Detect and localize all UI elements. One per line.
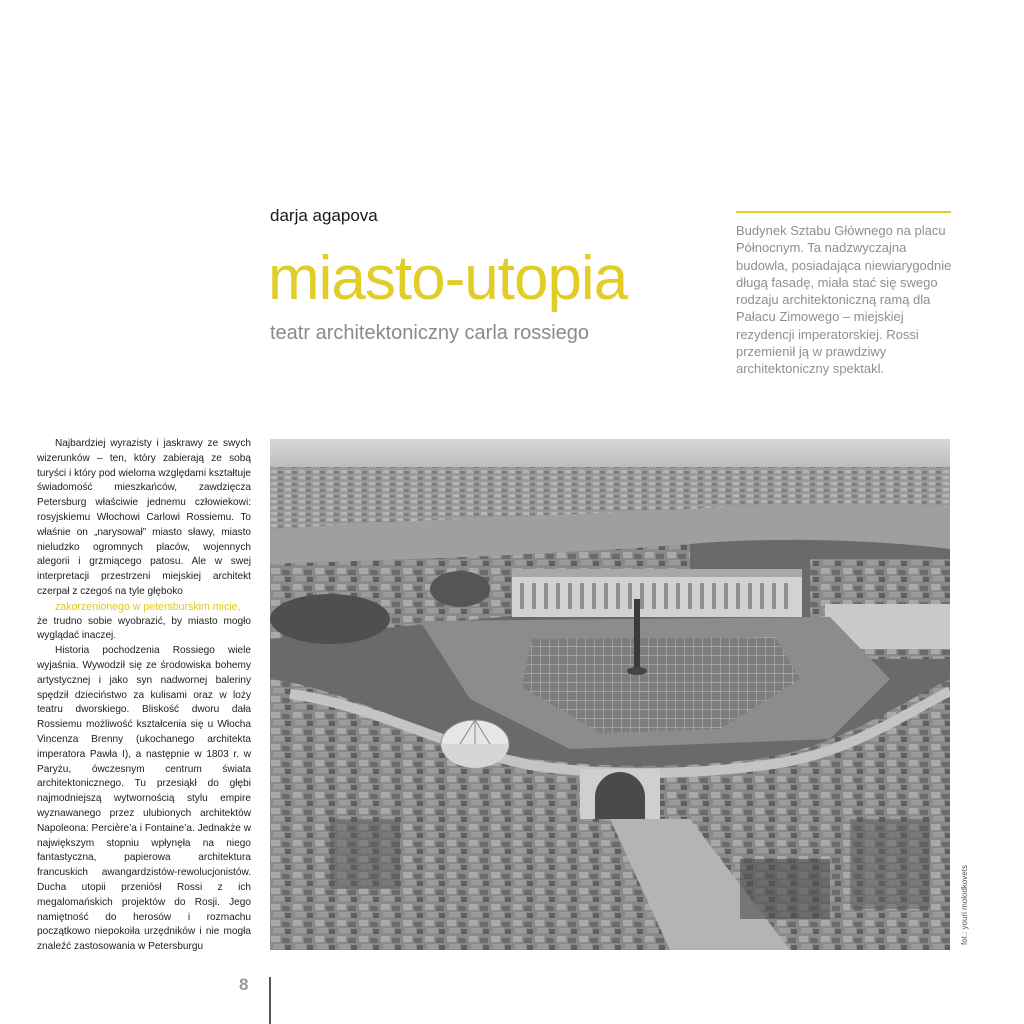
article-title: miasto-utopia [268,244,628,313]
page-rule [269,977,271,1024]
aerial-photo-illustration [270,439,950,950]
caption-rule [736,211,951,213]
body-column [37,437,251,955]
photo-caption: Budynek Sztabu Głównego na placu Północnym. Ta nadzwyczajna budowla, posiadająca niewiarygodnie długą fasadę, miała stać się swego rodzaju architektoniczną ramą dla Pałacu Zimowego – miejskiej rezydencji imperatorskiej. Rossi przemienił ją w prawdziwy architektoniczny spektakl. [736,223,952,377]
body-paragraph: Najbardziej wyrazisty i jaskrawy ze swych wizerunków – ten, który zabierają ze sobą turyści i który pod wieloma względami kształtuje świadomość mieszkańców, zawdzięcza Petersburg właściwie jednemu człowiekowi: rosyjskiemu Włochowi Carlowi Rossiemu. To właśnie on „narysował” miasto sławy, miasto nieludzko ogromnych placów, wojennych alegorii i grzmiącego patosu. Ale w swej interpretacji przestrzeni miejskiej architekt czerpał z czegoś na tyle głęboko [37,438,251,597]
body-paragraph: Historia pochodzenia Rossiego wiele wyjaśnia. Wywodził się ze środowiska bohemy artystycznej i jako syn nadwornej baleriny spędził dzieciństwo za kulisami oraz w loży teatru dworskiego. Bliskość dworu dała Rossiemu możliwość kształcenia się u Włocha Vincenza Brenny (ukochanego architekta imperatora Pawła I), a następnie w 1803 r. w Paryżu, ówczesnym centrum świata architektonicznego. Tu przesiąkł do głębi najmodniejszą wytwornością stylu empire wyznawanego przez ulubionych architektów Napoleona: Percière’a i Fontaine’a. Jednakże w największym stopniu wpłynęła na niego fantastyczna, papierowa architektura francuskich awangardzistów-rewolucjonistów. Ducha utopii przeniósł Rossi z ich megalomańskich projektów do Rosji. Jego namiętność do herosów i rozmachu początkowo niepokoiła urzędników i nie mogła znaleźć zastosowania w Petersburgu [37,645,251,953]
pull-quote: zakorzenionego w petersburskim micie, [55,600,241,613]
aerial-photo [270,439,950,950]
page-number: 8 [239,975,249,994]
body-paragraph: że trudno sobie wyobrazić, by miasto mogło wyglądać inaczej. [37,615,251,642]
article-subtitle: teatr architektoniczny carla rossiego [270,322,590,344]
photo-credit: fot.: youri molodkovets [960,864,969,945]
author-name: darja agapova [270,206,378,225]
